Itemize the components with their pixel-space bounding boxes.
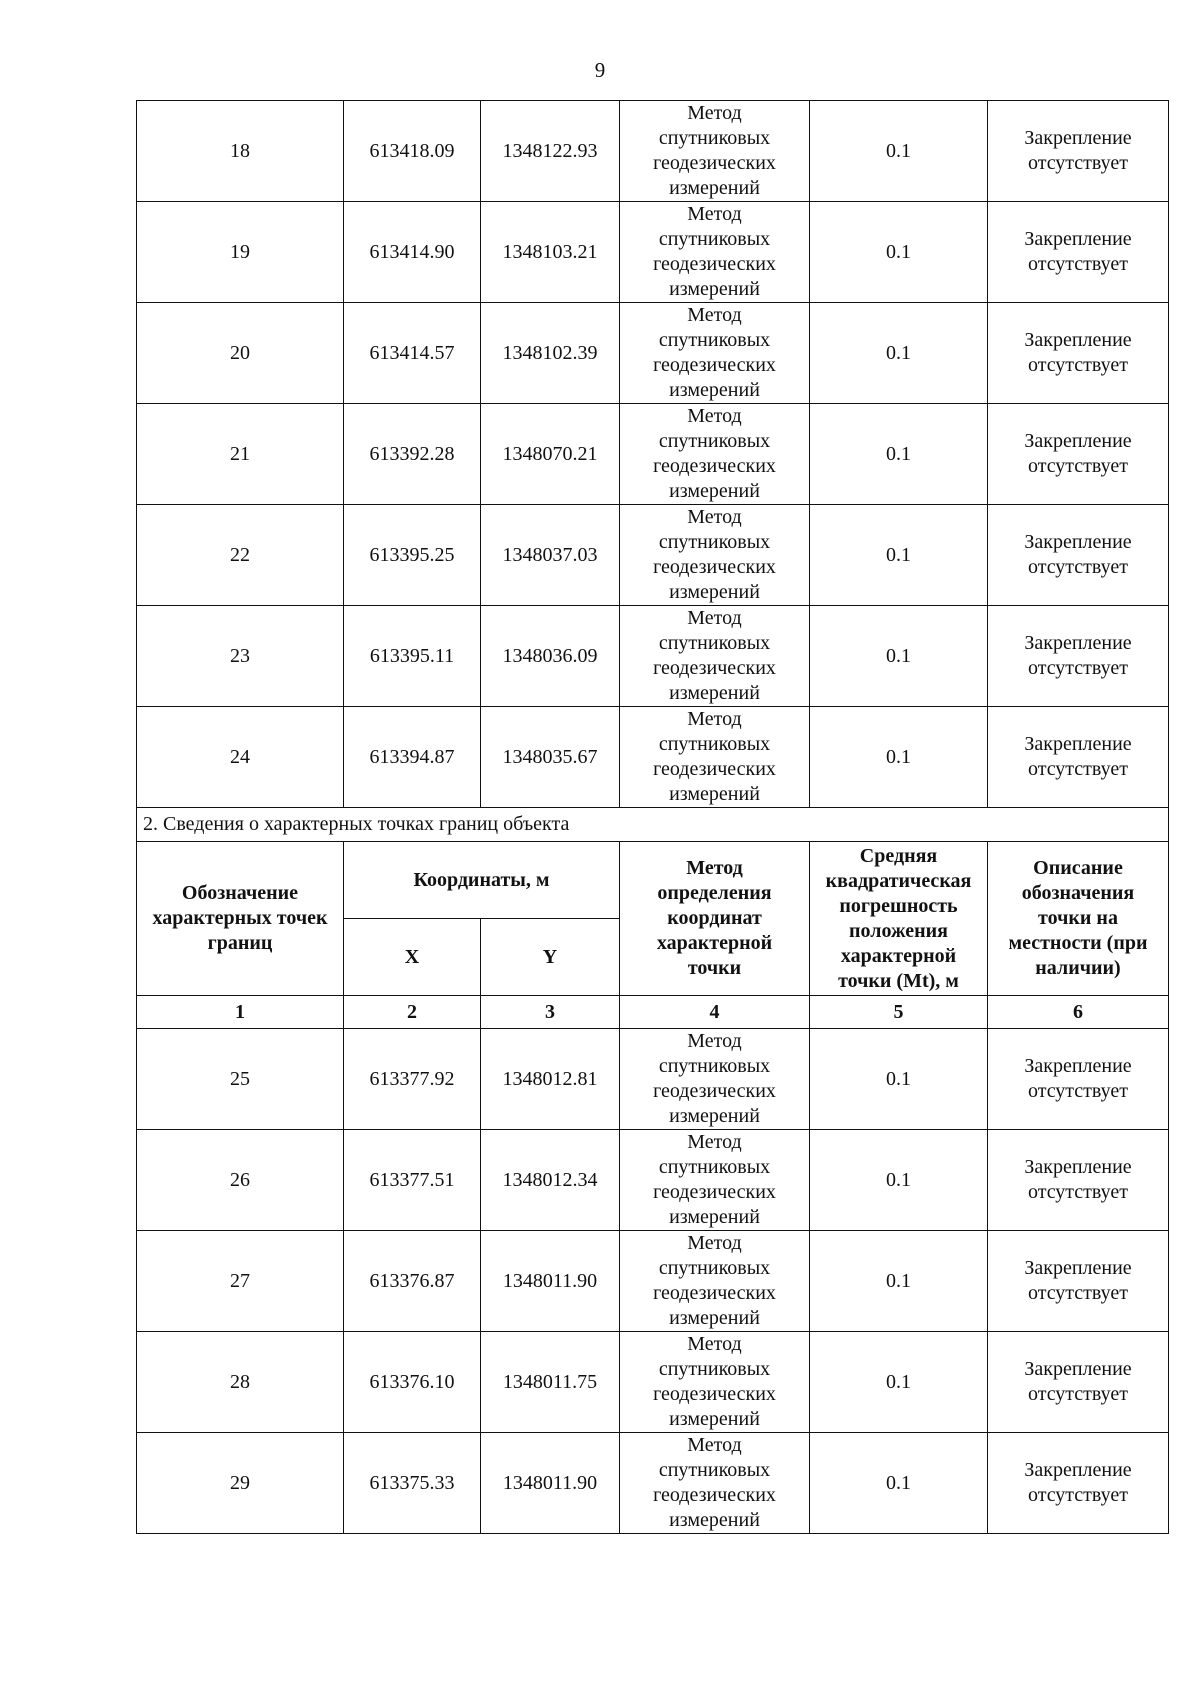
mt-value: 0.1 [810, 202, 988, 303]
mt-value: 0.1 [810, 1231, 988, 1332]
table-row [137, 606, 1169, 707]
coord-x: 613395.11 [344, 606, 481, 707]
point-number: 21 [137, 404, 344, 505]
section-2 [137, 808, 1169, 1029]
fixing-cell-line: Закрепление [1024, 430, 1132, 452]
method-cell [620, 505, 810, 606]
fixing-cell-line: Закрепление [1024, 1459, 1132, 1481]
fixing-cell [988, 1433, 1169, 1534]
coord-x: 613377.51 [344, 1130, 481, 1231]
method-cell-line: геодезических [653, 152, 776, 174]
header-line: положения [849, 919, 948, 942]
column-number: 1 [137, 996, 344, 1029]
method-cell-line: измерений [669, 1206, 760, 1228]
table-row [137, 1029, 1169, 1130]
method-cell-line: геодезических [653, 1080, 776, 1102]
fixing-cell-line: Закрепление [1024, 1156, 1132, 1178]
point-number: 19 [137, 202, 344, 303]
header-line: Метод [686, 857, 743, 879]
method-cell-line: геодезических [653, 657, 776, 679]
method-cell-line: спутниковых [658, 430, 771, 452]
coord-x: 613376.10 [344, 1332, 481, 1433]
fixing-cell-line: отсутствует [1027, 1181, 1129, 1203]
method-cell-line: спутниковых [658, 1257, 771, 1279]
fixing-cell-line: отсутствует [1027, 1484, 1129, 1506]
fixing-cell [988, 606, 1169, 707]
method-cell-line: спутниковых [658, 1459, 771, 1481]
header-line: погрешность [839, 894, 958, 917]
mt-value: 0.1 [810, 1433, 988, 1534]
header-line: местности (при [1008, 932, 1148, 954]
header-line: определения [657, 882, 772, 904]
header-line: границ [207, 932, 273, 954]
header-line: точки [687, 957, 742, 979]
method-cell-line: спутниковых [658, 1055, 771, 1077]
coord-x: 613375.33 [344, 1433, 481, 1534]
method-cell-line: Метод [687, 1333, 742, 1355]
section-title-row [137, 808, 1169, 842]
coord-x: 613414.57 [344, 303, 481, 404]
table-row [137, 404, 1169, 505]
header-y: Y [481, 919, 620, 996]
table-row [137, 202, 1169, 303]
header-line: точки на [1038, 907, 1118, 929]
method-cell-line: измерений [669, 177, 760, 199]
column-numbers-row [137, 996, 1169, 1029]
method-cell-line: спутниковых [658, 1156, 771, 1178]
fixing-cell [988, 404, 1169, 505]
column-number: 3 [481, 996, 620, 1029]
method-cell-line: Метод [687, 1131, 742, 1153]
method-cell-line: геодезических [653, 1282, 776, 1304]
table-row [137, 1130, 1169, 1231]
method-cell-line: геодезических [653, 758, 776, 780]
method-cell-line: измерений [669, 682, 760, 704]
table-row [137, 1332, 1169, 1433]
fixing-cell [988, 1332, 1169, 1433]
fixing-cell [988, 202, 1169, 303]
fixing-cell [988, 101, 1169, 202]
point-number: 20 [137, 303, 344, 404]
fixing-cell-line: Закрепление [1024, 531, 1132, 553]
method-cell-line: геодезических [653, 253, 776, 275]
method-cell-line: геодезических [653, 1383, 776, 1405]
coord-y: 1348122.93 [481, 101, 620, 202]
fixing-cell-line: Закрепление [1024, 127, 1132, 149]
method-cell-line: Метод [687, 405, 742, 427]
fixing-cell-line: отсутствует [1027, 1383, 1129, 1405]
method-cell-line: спутниковых [658, 531, 771, 553]
table-row [137, 505, 1169, 606]
fixing-cell-line: отсутствует [1027, 152, 1129, 174]
fixing-cell-line: Закрепление [1024, 329, 1132, 351]
method-cell-line: геодезических [653, 1181, 776, 1203]
method-cell-line: измерений [669, 1509, 760, 1531]
method-cell-line: измерений [669, 783, 760, 805]
coord-y: 1348012.34 [481, 1130, 620, 1231]
method-cell-line: измерений [669, 278, 760, 300]
section-title: 2. Сведения о характерных точках границ объекта [137, 808, 1169, 842]
method-cell-line: Метод [687, 1030, 742, 1052]
coord-x: 613376.87 [344, 1231, 481, 1332]
fixing-cell-line: Закрепление [1024, 632, 1132, 654]
fixing-cell-line: отсутствует [1027, 1282, 1129, 1304]
method-cell-line: спутниковых [658, 632, 771, 654]
method-cell-line: спутниковых [658, 228, 771, 250]
rows-before [137, 101, 1169, 808]
mt-value: 0.1 [810, 101, 988, 202]
coord-y: 1348012.81 [481, 1029, 620, 1130]
coord-x: 613394.87 [344, 707, 481, 808]
fixing-cell-line: отсутствует [1027, 354, 1129, 376]
mt-value: 0.1 [810, 1332, 988, 1433]
method-cell-line: геодезических [653, 455, 776, 477]
method-cell-line: спутниковых [658, 329, 771, 351]
fixing-cell-line: Закрепление [1024, 733, 1132, 755]
method-cell [620, 1130, 810, 1231]
fixing-cell-line: отсутствует [1027, 455, 1129, 477]
fixing-cell [988, 303, 1169, 404]
fixing-cell-line: отсутствует [1027, 556, 1129, 578]
page-number: 9 [594, 58, 606, 82]
header-method [620, 842, 810, 996]
coord-y: 1348011.90 [481, 1433, 620, 1534]
header-line: Средняя [859, 844, 938, 867]
method-cell-line: спутниковых [658, 733, 771, 755]
fixing-cell-line: отсутствует [1027, 758, 1129, 780]
header-x: X [344, 919, 481, 996]
fixing-cell-line: Закрепление [1024, 1358, 1132, 1380]
header-line: характерной [840, 944, 957, 967]
header-line: характерных точек [152, 907, 328, 929]
header-line: обозначения [1021, 882, 1135, 904]
method-cell-line: геодезических [653, 354, 776, 376]
fixing-cell-line: отсутствует [1027, 1080, 1129, 1102]
coord-x: 613418.09 [344, 101, 481, 202]
coord-x: 613395.25 [344, 505, 481, 606]
header-description [988, 842, 1169, 996]
point-number: 25 [137, 1029, 344, 1130]
method-cell-line: измерений [669, 1105, 760, 1127]
fixing-cell-line: Закрепление [1024, 1055, 1132, 1077]
method-cell [620, 1029, 810, 1130]
coord-y: 1348036.09 [481, 606, 620, 707]
method-cell-line: Метод [687, 304, 742, 326]
fixing-cell-line: отсутствует [1027, 657, 1129, 679]
coord-y: 1348070.21 [481, 404, 620, 505]
method-cell-line: геодезических [653, 1484, 776, 1506]
mt-value: 0.1 [810, 1029, 988, 1130]
header-coordinates: Координаты, м [344, 842, 620, 919]
point-number: 29 [137, 1433, 344, 1534]
point-number: 24 [137, 707, 344, 808]
fixing-cell [988, 1231, 1169, 1332]
method-cell [620, 202, 810, 303]
table-row [137, 303, 1169, 404]
column-number: 2 [344, 996, 481, 1029]
coord-x: 613377.92 [344, 1029, 481, 1130]
fixing-cell [988, 1130, 1169, 1231]
coord-y: 1348035.67 [481, 707, 620, 808]
header-error [810, 842, 988, 996]
mt-value: 0.1 [810, 404, 988, 505]
header-designation [137, 842, 344, 996]
header-line: Обозначение [181, 882, 299, 904]
header-line: Описание [1033, 857, 1123, 879]
method-cell [620, 101, 810, 202]
method-cell-line: геодезических [653, 556, 776, 578]
point-number: 26 [137, 1130, 344, 1231]
header-line: точки (Mt), м [838, 969, 959, 992]
method-cell [620, 404, 810, 505]
method-cell [620, 303, 810, 404]
header-line: характерной [656, 932, 773, 954]
coord-x: 613392.28 [344, 404, 481, 505]
coord-x: 613414.90 [344, 202, 481, 303]
table-row [137, 1433, 1169, 1534]
fixing-cell [988, 505, 1169, 606]
table-row [137, 707, 1169, 808]
mt-value: 0.1 [810, 1130, 988, 1231]
method-cell-line: Метод [687, 607, 742, 629]
method-cell [620, 606, 810, 707]
table-row [137, 101, 1169, 202]
mt-value: 0.1 [810, 505, 988, 606]
header-line: квадратическая [825, 869, 972, 892]
coord-y: 1348011.75 [481, 1332, 620, 1433]
method-cell-line: измерений [669, 1307, 760, 1329]
method-cell-line: измерений [669, 480, 760, 502]
method-cell-line: Метод [687, 506, 742, 528]
header-row [137, 842, 1169, 919]
method-cell-line: Метод [687, 102, 742, 124]
method-cell-line: измерений [669, 379, 760, 401]
fixing-cell-line: Закрепление [1024, 228, 1132, 250]
mt-value: 0.1 [810, 606, 988, 707]
coord-y: 1348037.03 [481, 505, 620, 606]
method-cell-line: Метод [687, 203, 742, 225]
header-line: координат [667, 907, 762, 929]
method-cell-line: спутниковых [658, 127, 771, 149]
fixing-cell-line: Закрепление [1024, 1257, 1132, 1279]
method-cell [620, 1231, 810, 1332]
point-number: 18 [137, 101, 344, 202]
point-number: 27 [137, 1231, 344, 1332]
coord-y: 1348103.21 [481, 202, 620, 303]
column-number: 5 [810, 996, 988, 1029]
mt-value: 0.1 [810, 303, 988, 404]
method-cell-line: Метод [687, 1232, 742, 1254]
header-line: наличии) [1035, 957, 1121, 979]
coord-y: 1348102.39 [481, 303, 620, 404]
fixing-cell-line: отсутствует [1027, 253, 1129, 275]
column-number: 6 [988, 996, 1169, 1029]
method-cell [620, 707, 810, 808]
point-number: 23 [137, 606, 344, 707]
point-number: 22 [137, 505, 344, 606]
fixing-cell [988, 707, 1169, 808]
method-cell-line: измерений [669, 1408, 760, 1430]
method-cell-line: Метод [687, 708, 742, 730]
method-cell-line: измерений [669, 581, 760, 603]
method-cell-line: спутниковых [658, 1358, 771, 1380]
column-number: 4 [620, 996, 810, 1029]
method-cell [620, 1433, 810, 1534]
coord-y: 1348011.90 [481, 1231, 620, 1332]
fixing-cell [988, 1029, 1169, 1130]
table-row [137, 1231, 1169, 1332]
point-number: 28 [137, 1332, 344, 1433]
mt-value: 0.1 [810, 707, 988, 808]
method-cell [620, 1332, 810, 1433]
rows-after [137, 1029, 1169, 1534]
method-cell-line: Метод [687, 1434, 742, 1456]
boundary-points-table [136, 100, 1169, 1534]
